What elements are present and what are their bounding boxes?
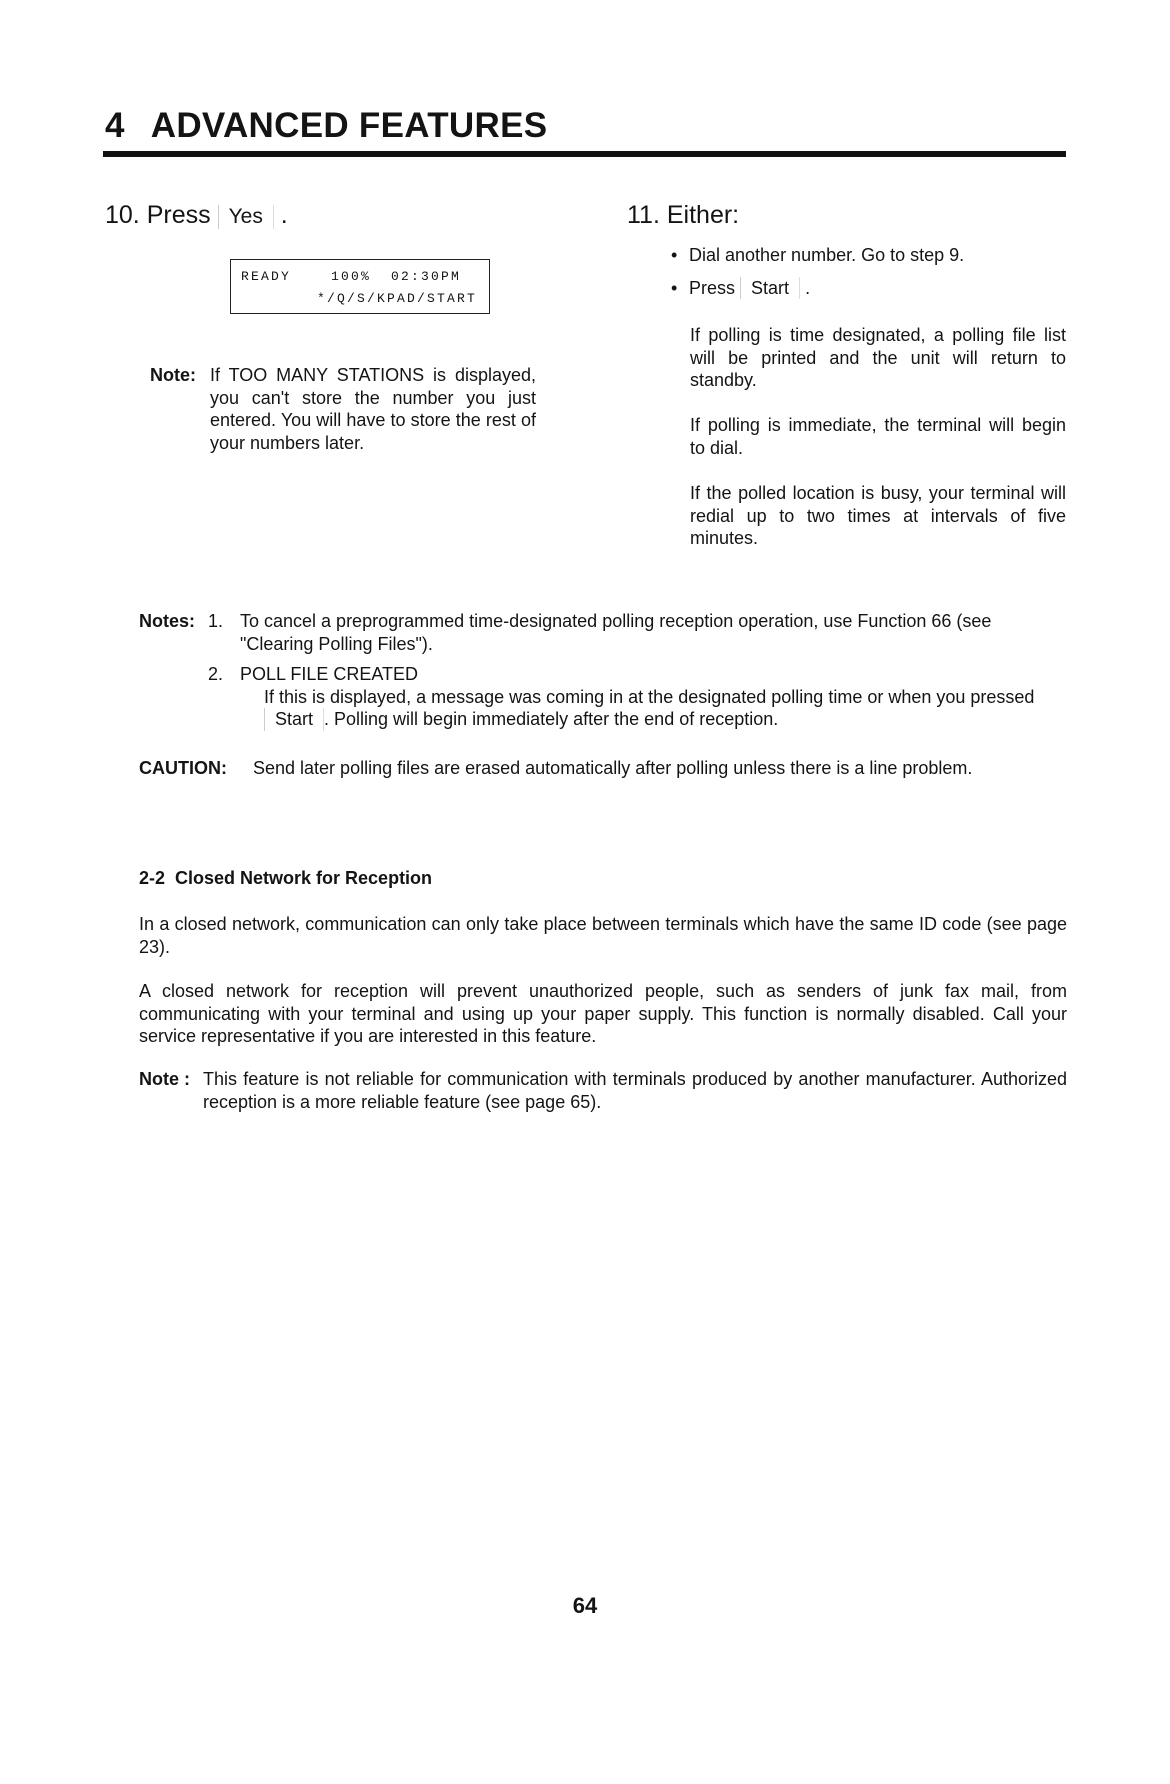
step-11-options	[669, 244, 1089, 309]
busy-paragraph: If the polled location is busy, your terminal will redial up to two times at intervals of five minutes.	[690, 483, 1066, 548]
bullet-icon: •	[671, 245, 678, 265]
notes-label: Notes:	[139, 611, 196, 631]
section-title: Closed Network for Reception	[175, 868, 433, 888]
option-press-tail: .	[805, 277, 811, 298]
note-number: 2.	[208, 664, 224, 684]
option-dial-text: Dial another number. Go to step 9.	[689, 245, 965, 265]
option-press-verb: Press	[689, 277, 736, 298]
start-key: Start	[264, 708, 324, 731]
caution-label: CAUTION:	[139, 758, 227, 778]
step-11-title: Either:	[666, 201, 740, 229]
list-item	[208, 610, 1068, 655]
lcd-line-1: READY 100% 02:30PM	[241, 269, 462, 284]
section-heading	[139, 868, 432, 889]
step-11-number: 11.	[627, 201, 660, 229]
list-item	[669, 277, 1089, 300]
section-note-label: Note :	[139, 1069, 190, 1089]
chapter-title-text: ADVANCED FEATURES	[150, 106, 548, 145]
note-2-text-b: . Polling will begin immediately after the end of reception.	[324, 709, 779, 729]
step-10-tail: .	[280, 201, 288, 229]
note-text: If TOO MANY STATIONS is displayed, you can't store the number you just entered. You will have to store the rest of your numbers later.	[210, 365, 536, 453]
yes-key: Yes	[218, 205, 274, 229]
list-item	[669, 244, 1089, 267]
step-10-number: 10.	[105, 201, 140, 229]
note-number: 1.	[208, 611, 224, 631]
step-10-verb: Press	[146, 201, 211, 229]
note-2-title: POLL FILE CREATED	[240, 664, 419, 684]
header-rule	[103, 151, 1066, 157]
note-2-body	[240, 686, 1068, 731]
step-10-note	[150, 364, 536, 454]
chapter-number: 4	[105, 106, 125, 145]
section-note-text: This feature is not reliable for communication with terminals produced by another manufacturer. Authorized reception is a more reliable feature (see page 65).	[203, 1069, 1067, 1112]
section-note	[139, 1068, 1067, 1113]
list-item	[208, 663, 1068, 731]
caution-block	[139, 757, 1067, 780]
bullet-icon: •	[671, 277, 678, 298]
step-10-heading	[105, 201, 288, 230]
note-2-text-a: If this is displayed, a message was coming in at the designated polling time or when you pressed	[264, 686, 1035, 707]
page-number: 64	[572, 1593, 598, 1618]
start-key: Start	[740, 277, 800, 300]
note-1-text: To cancel a preprogrammed time-designated polling reception operation, use Function 66 (see "Clearing Polling Files").	[240, 611, 992, 654]
immediate-paragraph: If polling is immediate, the terminal will begin to dial.	[690, 415, 1066, 458]
lcd-display	[230, 259, 490, 314]
notes-list	[208, 610, 1068, 731]
junk-fax-paragraph: A closed network for reception will prevent unauthorized people, such as senders of junk fax mail, from communicating with your terminal and using up your paper supply. This function is normally disabled. Call your service representative if you are interested in this feature.	[139, 981, 1067, 1046]
chapter-title	[105, 106, 547, 146]
note-label: Note:	[150, 365, 196, 385]
caution-text: Send later polling files are erased automatically after polling unless there is a line problem.	[253, 758, 973, 778]
step-11-heading	[627, 201, 739, 230]
section-number: 2-2	[139, 868, 166, 888]
time-designated-paragraph: If polling is time designated, a polling file list will be printed and the unit will return to standby.	[690, 325, 1066, 390]
lcd-line-2: */Q/S/KPAD/START	[316, 291, 477, 306]
closed-network-paragraph: In a closed network, communication can only take place between terminals which have the same ID code (see page 23).	[139, 914, 1067, 957]
